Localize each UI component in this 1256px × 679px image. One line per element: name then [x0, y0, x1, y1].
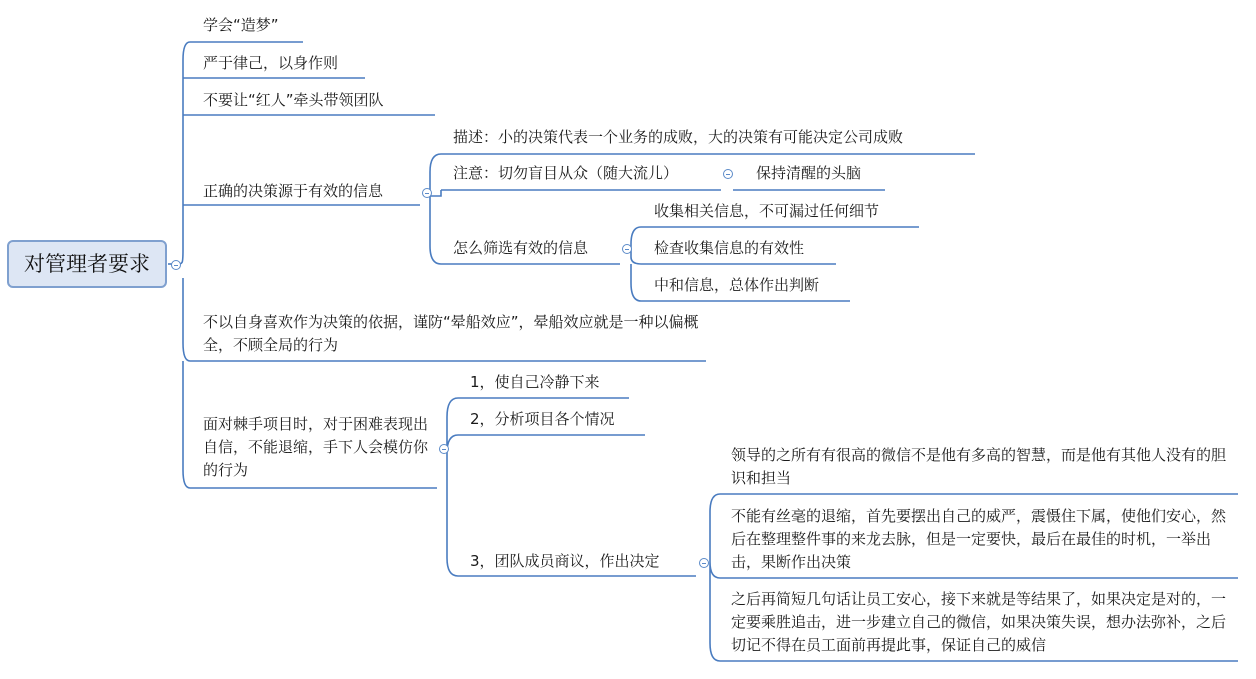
decision-note[interactable]: 注意：切勿盲目从众（随大流儿）	[453, 164, 679, 182]
branch-seasick-effect[interactable]: 不以自身喜欢作为决策的依据，谨防“晕船效应”，晕船效应就是一种以偏概全，不顾全局的行为	[203, 313, 699, 354]
step-3-detail[interactable]: 不能有丝毫的退缩，首先要摆出自己的威严，震慑住下属，使他们安心，然后在整理整件事的来龙去脉，但是一定要快，最后在最佳的时机，一举出击，果断作出决策	[731, 507, 1227, 571]
collapse-toggle-icon[interactable]	[699, 558, 709, 568]
step-3-detail[interactable]: 之后再简短几句话让员工安心，接下来就是等结果了，如果决定是对的，一定要乘胜追击，进一步建立自己的微信，如果决策失误，想办法弥补，之后切记不得在员工面前再提此事，保证自己的威信	[731, 590, 1227, 654]
decision-note-child[interactable]: 保持清醒的头脑	[756, 164, 862, 182]
branch-no-favorite[interactable]: 不要让“红人”牵头带领团队	[203, 91, 384, 109]
collapse-toggle-icon[interactable]	[439, 444, 449, 454]
collapse-toggle-icon[interactable]	[723, 169, 733, 179]
root-node[interactable]: 对管理者要求	[7, 240, 167, 288]
step-3-detail[interactable]: 领导的之所有有很高的微信不是他有多高的智慧，而是他有其他人没有的胆识和担当	[731, 446, 1227, 487]
project-step-1[interactable]: 1，使自己冷静下来	[470, 373, 600, 391]
decision-description[interactable]: 描述：小的决策代表一个业务的成败，大的决策有可能决定公司成败	[453, 128, 904, 146]
collapse-toggle-icon[interactable]	[422, 188, 432, 198]
filter-item[interactable]: 收集相关信息，不可漏过任何细节	[654, 202, 880, 220]
branch-tough-project[interactable]: 面对棘手项目时，对于困难表现出自信，不能退缩，手下人会模仿你的行为	[203, 415, 429, 479]
project-step-2[interactable]: 2，分析项目各个情况	[470, 410, 615, 428]
connector-filter	[631, 227, 641, 301]
connector-s3	[710, 494, 720, 661]
connector-b6	[447, 398, 458, 576]
connector-b4	[430, 154, 441, 264]
branch-self-discipline[interactable]: 严于律己，以身作则	[203, 54, 339, 72]
collapse-toggle-icon[interactable]	[171, 260, 181, 270]
filter-item[interactable]: 检查收集信息的有效性	[654, 239, 805, 257]
branch-dream[interactable]: 学会“造梦”	[203, 16, 279, 34]
collapse-toggle-icon[interactable]	[622, 244, 632, 254]
filter-item[interactable]: 中和信息，总体作出判断	[654, 276, 820, 294]
decision-filter[interactable]: 怎么筛选有效的信息	[453, 239, 589, 257]
branch-decision[interactable]: 正确的决策源于有效的信息	[203, 182, 384, 200]
project-step-3[interactable]: 3，团队成员商议，作出决定	[470, 552, 660, 570]
